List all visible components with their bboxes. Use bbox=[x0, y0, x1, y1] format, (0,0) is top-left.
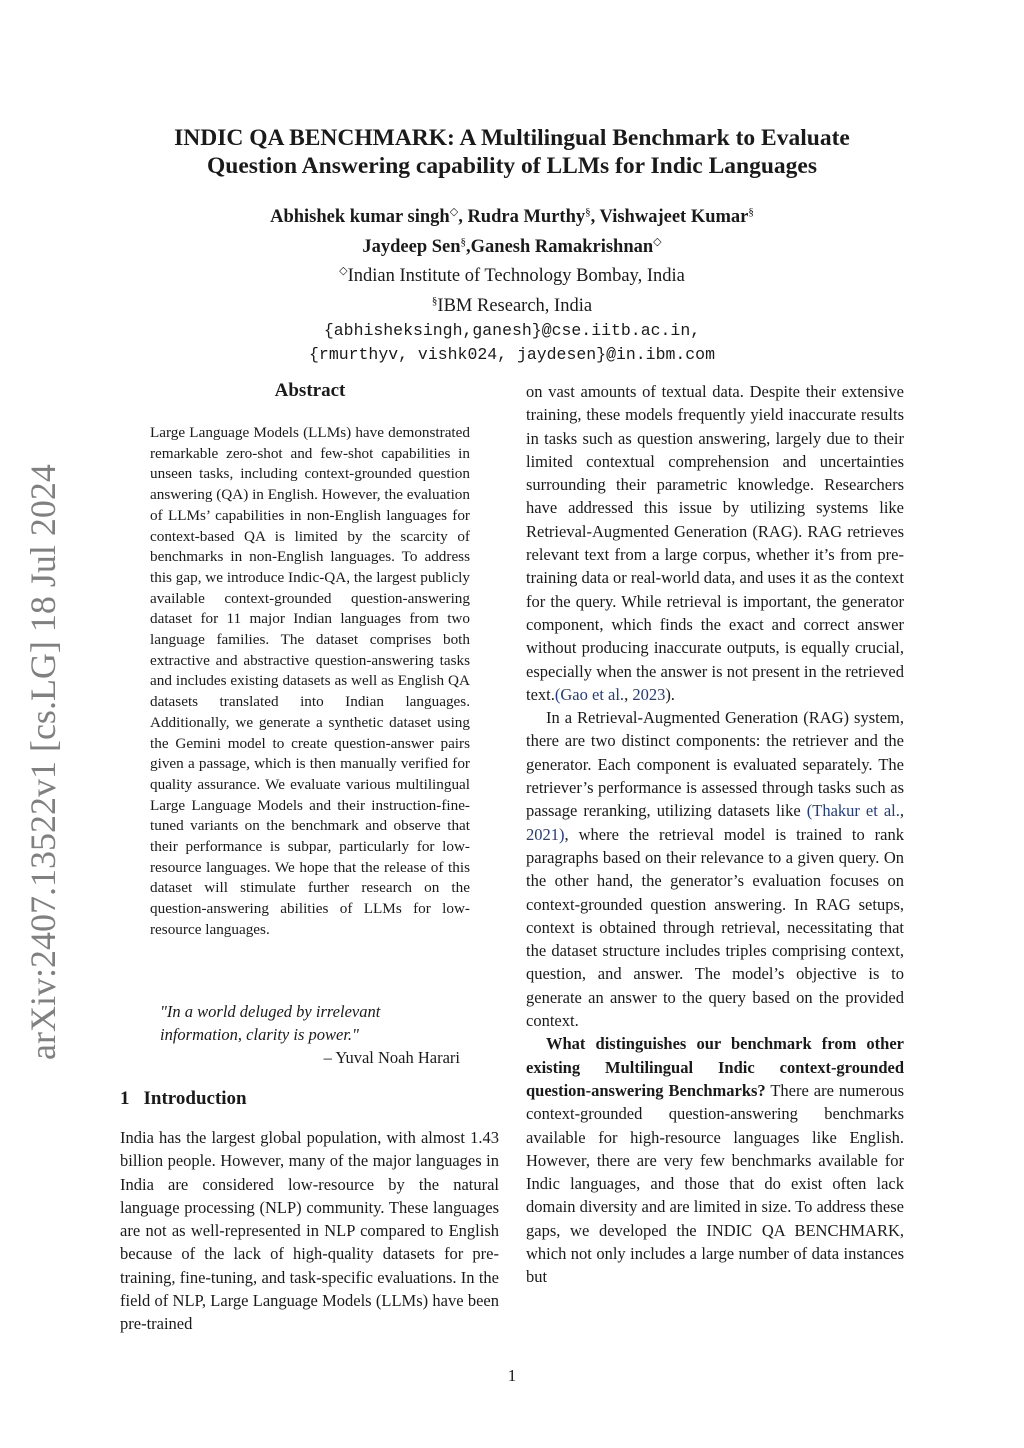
title-line-2: Question Answering capability of LLMs for Indic Languages bbox=[207, 153, 817, 179]
author-separator: , bbox=[590, 207, 600, 228]
abstract-heading: Abstract bbox=[274, 380, 346, 401]
author-line-1 bbox=[120, 200, 904, 230]
page-number: 1 bbox=[507, 1366, 517, 1385]
citation-link[interactable]: (Gao et al., 2023). bbox=[554, 684, 675, 704]
arxiv-stamp: arXiv:2407.13522v1 [cs.LG] 18 Jul 2024 bbox=[23, 464, 63, 1060]
introduction-paragraph: India has the largest global population, with almost 1.43 billion people. However, many of the major languages in India are considered low-resource by the natural language processing (NLP) community. These languages are not as well-represented in NLP compared to English because of the lack of high-quality datasets for pre-training, fine-tuning, and task-specific evaluations. In the field of NLP, Large Language Models (LLMs) have been pre-trained bbox=[120, 1128, 499, 1334]
epigraph bbox=[160, 1000, 460, 1069]
paragraph-components: In a Retrieval-Augmented Generation (RAG) system, there are two distinct components: the retriever and the generator. Each component is evaluated separately. The retriever’s performance is assessed through tasks such as passage reranking, utilizing datasets like (Thakur et al., 2021), where the retrieval model is trained to rank paragraphs based on their relevance to a given query. On the other hand, the generator’s evaluation focuses on context-grounded question answering. In RAG setups, context is obtained through retrieval, necessitating that the dataset structure includes triples comprising context, question, and answer. The model’s objective is to generate an answer to the query based on the provided context. bbox=[526, 708, 904, 1031]
right-column bbox=[526, 380, 904, 1289]
affiliation-mark: § bbox=[585, 206, 591, 218]
author-name: Rudra Murthy bbox=[467, 207, 586, 228]
author-block bbox=[120, 200, 904, 367]
affiliation-mark: ◇ bbox=[449, 206, 459, 218]
paper-title bbox=[120, 124, 904, 180]
affiliation-mark: ◇ bbox=[653, 235, 662, 248]
author-name: Jaydeep Sen bbox=[362, 236, 461, 257]
paragraph-rag: on vast amounts of textual data. Despite their extensive training, these models frequently yield inaccurate results in tasks such as question answering, largely due to their limited contextual comprehension and uncertainties surrounding their parametric knowledge. Researchers have addressed this issue by utilizing systems like Retrieval-Augmented Generation (RAG). RAG retrieves relevant text from a large corpus, whether it’s from pre-training data or real-world data, and uses it as the context for the query. While retrieval is important, the generator component, which finds the exact and correct answer without producing inaccurate outputs, is equally crucial, especially when the answer is not present in the retrieved text.(Gao et al., 2023). bbox=[526, 382, 904, 704]
author-name: Ganesh Ramakrishnan bbox=[470, 236, 654, 257]
paragraph-distinguishes: What distinguishes our benchmark from other existing Multilingual Indic context-grounded question-answering Benchmarks? There are numerous context-grounded question-answering benchmarks available for high-resource languages like English. However, there are very few benchmarks available for Indic languages, and those that do exist often lack domain diversity and are limited in size. To address these gaps, we developed the INDIC QA BENCHMARK, which not only includes a large number of data instances but bbox=[526, 1034, 904, 1287]
email-line-1: {abhisheksingh,ganesh}@cse.iitb.ac.in, bbox=[323, 320, 701, 340]
title-line-1: INDIC QA BENCHMARK: A Multilingual Benchmark to Evaluate bbox=[174, 125, 850, 151]
affiliation-mark: ◇ bbox=[339, 265, 348, 278]
affiliation-mark: § bbox=[431, 294, 438, 307]
epigraph-text: "In a world deluged by irrelevant information, clarity is power." bbox=[160, 1002, 381, 1044]
author-name: Vishwajeet Kumar bbox=[599, 207, 749, 228]
email-line-2: {rmurthyv, vishk024, jaydesen}@in.ibm.com bbox=[309, 344, 715, 364]
affiliation-2: §IBM Research, India bbox=[431, 294, 593, 317]
citation-link[interactable]: (Thakur et al., 2021) bbox=[526, 801, 904, 844]
section-title: Introduction bbox=[143, 1088, 247, 1109]
affiliation-mark: § bbox=[460, 235, 467, 248]
affiliation-mark: § bbox=[748, 206, 754, 218]
author-separator: , bbox=[458, 207, 468, 228]
affiliation-1: ◇Indian Institute of Technology Bombay, India bbox=[339, 265, 685, 287]
bold-question: What distinguishes our benchmark from other existing Multilingual Indic context-grounded question-answering Benchmarks? bbox=[526, 1034, 904, 1100]
section-heading-introduction bbox=[120, 1088, 247, 1110]
author-separator: , bbox=[466, 236, 471, 257]
author-line-2 bbox=[120, 230, 904, 260]
author-name: Abhishek kumar singh bbox=[270, 207, 450, 228]
abstract-text: Large Language Models (LLMs) have demonstrated remarkable zero-shot and few-shot capabilities in unseen tasks, including context-grounded question answering (QA) in English. However, the evaluation of LLMs’ capabilities in non-English languages for context-based QA is limited by the scarcity of benchmarks in non-English languages. To address this gap, we introduce Indic-QA, the largest publicly available context-grounded question-answering dataset for 11 major Indian languages from two language families. The dataset comprises both extractive and abstractive question-answering tasks and includes existing datasets as well as English QA datasets translated into Indian languages. Additionally, we generate a synthetic dataset using the Gemini model to create question-answer pairs given a passage, which is then manually verified for quality assurance. We evaluate various multilingual Large Language Models and their instruction-fine-tuned variants on the benchmark and observe that their performance is subpar, particularly for low-resource languages. We hope that the release of this dataset will stimulate further research on the question-answering abilities of LLMs for low-resource languages. bbox=[150, 424, 470, 938]
section-number: 1 bbox=[120, 1088, 130, 1109]
epigraph-author: – Yuval Noah Harari bbox=[323, 1048, 460, 1067]
